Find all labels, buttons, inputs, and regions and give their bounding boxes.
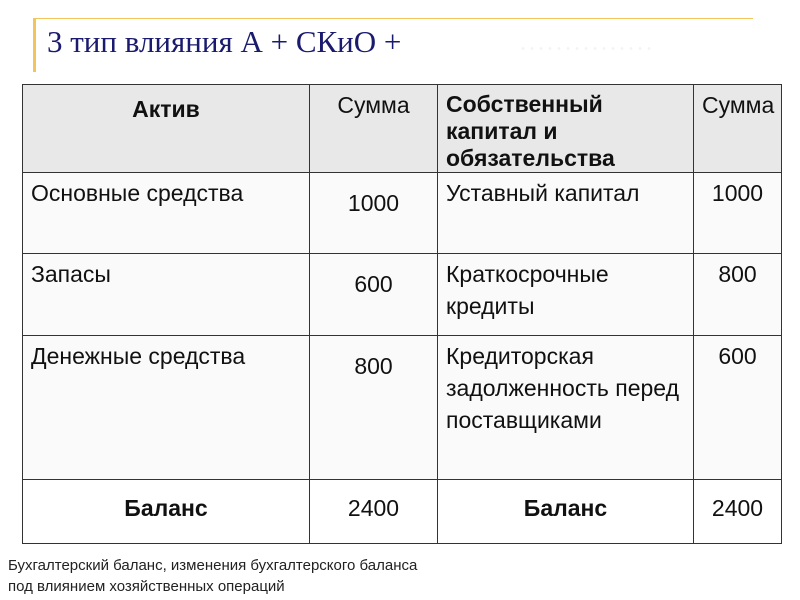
asset-amount: 1000 [310,173,438,254]
table-row [23,336,782,480]
asset-name: Запасы [23,254,310,336]
header-liability-sum: Сумма [694,85,782,173]
caption-line-1: Бухгалтерский баланс, изменения бухгалтерского баланса [8,557,418,574]
balance-liability-total: 2400 [694,480,782,544]
slide-title: 3 тип влияния А + СКиО + [47,24,402,59]
table-row [23,173,782,254]
caption [8,555,417,597]
header-asset-sum: Сумма [310,85,438,173]
liability-name: Уставный капитал [438,173,694,254]
liability-name: Кредиторская задолженность перед поставщиками [438,336,694,480]
header-asset: Актив [23,85,310,173]
header-liability: Собственный капитал и обязательства [438,85,694,173]
caption-line-2: под влиянием хозяйственных операций [8,578,285,595]
title-faded-text: ............... [520,30,655,56]
balance-row [23,480,782,544]
asset-name: Денежные средства [23,336,310,480]
asset-amount: 600 [310,254,438,336]
balance-liability-label: Баланс [438,480,694,544]
liability-amount: 600 [694,336,782,480]
liability-amount: 800 [694,254,782,336]
asset-name: Основные средства [23,173,310,254]
liability-amount: 1000 [694,173,782,254]
asset-amount: 800 [310,336,438,480]
table-row [23,254,782,336]
balance-asset-label: Баланс [23,480,310,544]
table-header-row [23,85,782,173]
balance-table [22,84,782,544]
liability-name: Краткосрочные кредиты [438,254,694,336]
balance-asset-total: 2400 [310,480,438,544]
